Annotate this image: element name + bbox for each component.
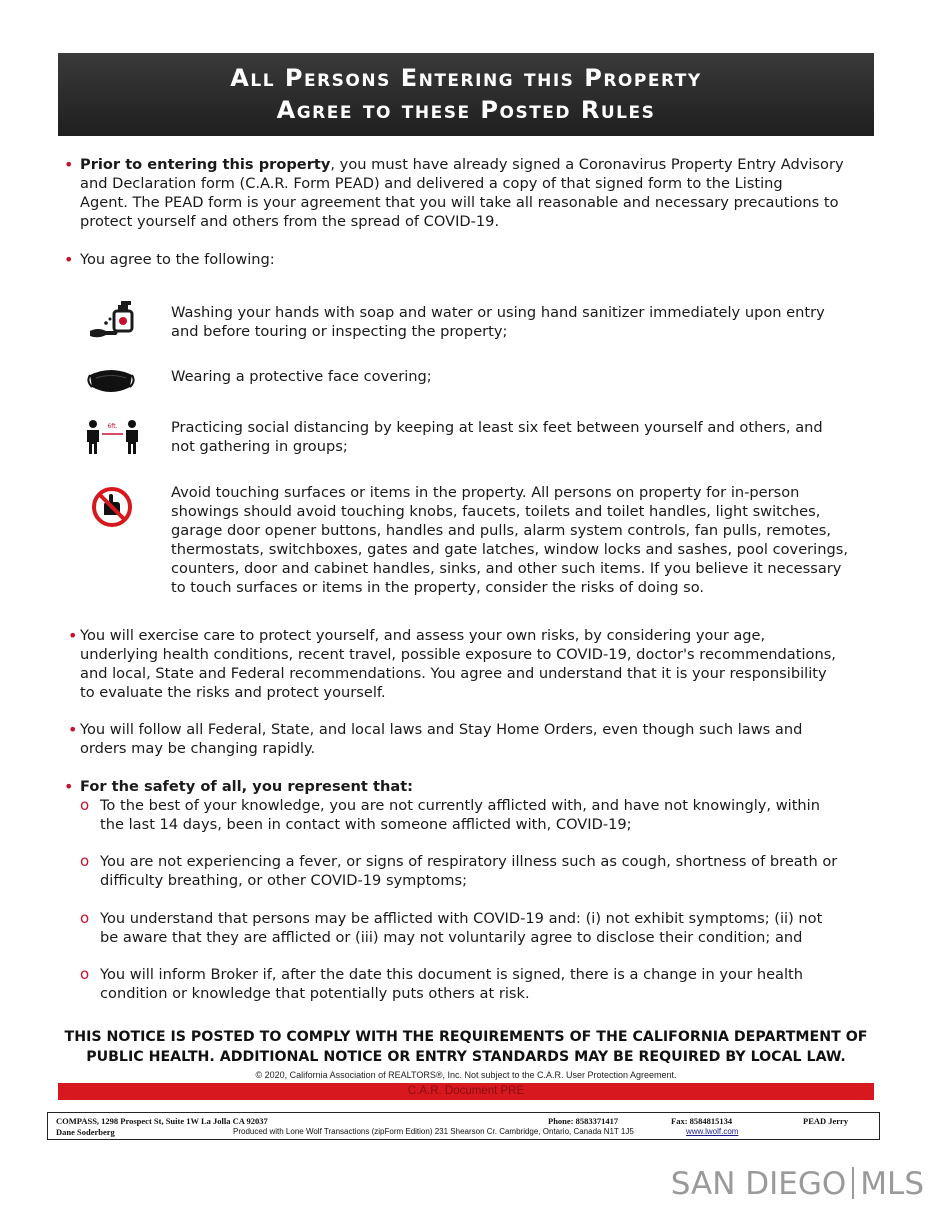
distance-line-1: Practicing social distancing by keeping at least six feet between yourself and others, and bbox=[171, 419, 823, 436]
care-line-1: You will exercise care to protect yourself, and assess your own risks, by considering your age, bbox=[80, 627, 766, 644]
prior-line-3: Agent. The PEAD form is your agreement that you will take all reasonable and necessary precautions to bbox=[80, 194, 839, 211]
logo-separator bbox=[852, 1167, 854, 1199]
care-line-3: and local, State and Federal recommendations. You agree and understand that it is your responsibility bbox=[80, 665, 827, 682]
banner-line-1: All Persons Entering this Property bbox=[230, 64, 702, 92]
care-line-2: underlying health conditions, recent travel, possible exposure to COVID-19, doctor's recommendations, bbox=[80, 646, 836, 663]
sub-bullet: o bbox=[80, 796, 90, 814]
footer-office: COMPASS, 1298 Prospect St, Suite 1W La Jolla CA 92037 bbox=[56, 1116, 268, 1126]
sub-bullet: o bbox=[80, 965, 90, 983]
care-line-4: to evaluate the risks and protect yourself. bbox=[80, 684, 386, 701]
footer-agent: Dane Soderberg bbox=[56, 1127, 115, 1137]
bullet-dot: • bbox=[64, 777, 74, 796]
mask-text: Wearing a protective face covering; bbox=[171, 368, 432, 385]
footer-phone: Phone: 8583371417 bbox=[548, 1116, 619, 1126]
touch-line-4: thermostats, switchboxes, gates and gate latches, window locks and sashes, pool coverings, bbox=[171, 541, 848, 558]
safety-1-line-1: To the best of your knowledge, you are not currently afflicted with, and have not knowingly, within bbox=[100, 797, 820, 814]
notice-line-1: THIS NOTICE IS POSTED TO COMPLY WITH THE REQUIREMENTS OF THE CALIFORNIA DEPARTMENT OF bbox=[64, 1029, 868, 1045]
sub-bullet: o bbox=[80, 909, 90, 927]
banner-line-2: Agree to these Posted Rules bbox=[276, 96, 656, 124]
safety-2-line-1: You are not experiencing a fever, or signs of respiratory illness such as cough, shortness of breath or bbox=[100, 853, 838, 870]
document-label-bar bbox=[58, 1083, 874, 1100]
safety-4-line-2: condition or knowledge that potentially puts others at risk. bbox=[100, 985, 530, 1002]
footer-url-link[interactable]: www.lwolf.com bbox=[686, 1127, 739, 1136]
form-footer bbox=[47, 1112, 880, 1140]
touch-line-5: counters, door and cabinet handles, sinks, and other such items. If you believe it necessary bbox=[171, 560, 842, 577]
document-label: C.A.R. Document PRE bbox=[407, 1085, 525, 1097]
prior-line-1 bbox=[80, 155, 844, 174]
safety-lead: For the safety of all, you represent that: bbox=[80, 778, 414, 795]
bullet-dot: • bbox=[68, 720, 78, 739]
header-banner bbox=[58, 53, 874, 136]
copyright-text: © 2020, California Association of REALTORS®, Inc. Not subject to the C.A.R. User Protection Agreement. bbox=[255, 1070, 677, 1080]
footer-fax: Fax: 8584815134 bbox=[671, 1116, 733, 1126]
touch-line-1: Avoid touching surfaces or items in the property. All persons on property for in-person bbox=[171, 484, 800, 501]
notice-line-2: PUBLIC HEALTH. ADDITIONAL NOTICE OR ENTRY STANDARDS MAY BE REQUIRED BY LOCAL LAW. bbox=[86, 1049, 846, 1065]
no-touch-icon bbox=[90, 485, 134, 529]
prior-lead: Prior to entering this property bbox=[80, 156, 331, 173]
safety-3-line-2: be aware that they are afflicted or (iii) may not voluntarily agree to disclose their condition; and bbox=[100, 929, 803, 946]
safety-4-line-1: You will inform Broker if, after the date this document is signed, there is a change in your health bbox=[100, 966, 804, 983]
touch-line-3: garage door opener buttons, handles and pulls, alarm system controls, fan pulls, remotes, bbox=[171, 522, 832, 539]
agree-text: You agree to the following: bbox=[80, 251, 275, 268]
touch-line-2: showings should avoid touching knobs, faucets, toilets and toilet handles, light switches, bbox=[171, 503, 821, 520]
footer-produced: Produced with Lone Wolf Transactions (zipForm Edition) 231 Shearson Cr. Cambridge, Ontario, Canada N1T 1J5 bbox=[233, 1127, 634, 1136]
safety-3-line-1: You understand that persons may be afflicted with COVID-19 and: (i) not exhibit symptoms; (ii) not bbox=[100, 910, 823, 927]
san-diego-mls-logo bbox=[671, 1166, 924, 1202]
social-distance-icon bbox=[84, 416, 142, 456]
laws-line-1: You will follow all Federal, State, and local laws and Stay Home Orders, even though such laws and bbox=[80, 721, 803, 738]
laws-line-2: orders may be changing rapidly. bbox=[80, 740, 316, 757]
touch-line-6: to touch surfaces or items in the property, consider the risks of doing so. bbox=[171, 579, 705, 596]
prior-line-2: and Declaration form (C.A.R. Form PEAD) and delivered a copy of that signed form to the Listing bbox=[80, 175, 783, 192]
wash-line-1: Washing your hands with soap and water or using hand sanitizer immediately upon entry bbox=[171, 304, 825, 321]
distance-line-2: not gathering in groups; bbox=[171, 438, 348, 455]
logo-right-text: MLS bbox=[860, 1166, 924, 1202]
logo-left-text: SAN DIEGO bbox=[670, 1166, 847, 1202]
prior-line-4: protect yourself and others from the spread of COVID-19. bbox=[80, 213, 500, 230]
face-mask-icon bbox=[86, 363, 136, 397]
wash-line-2: and before touring or inspecting the property; bbox=[171, 323, 508, 340]
prior-line-1-rest: , you must have already signed a Coronavirus Property Entry Advisory bbox=[330, 156, 844, 173]
six-feet-label: 6ft. bbox=[107, 423, 118, 430]
sub-bullet: o bbox=[80, 852, 90, 870]
safety-2-line-2: difficulty breathing, or other COVID-19 symptoms; bbox=[100, 872, 468, 889]
bullet-dot: • bbox=[64, 155, 74, 174]
hand-sanitizer-icon bbox=[88, 301, 138, 341]
bullet-dot: • bbox=[64, 250, 74, 269]
bullet-dot: • bbox=[68, 626, 78, 645]
footer-form: PEAD Jerry bbox=[803, 1116, 849, 1126]
safety-1-line-2: the last 14 days, been in contact with someone afflicted with, COVID-19; bbox=[100, 816, 632, 833]
